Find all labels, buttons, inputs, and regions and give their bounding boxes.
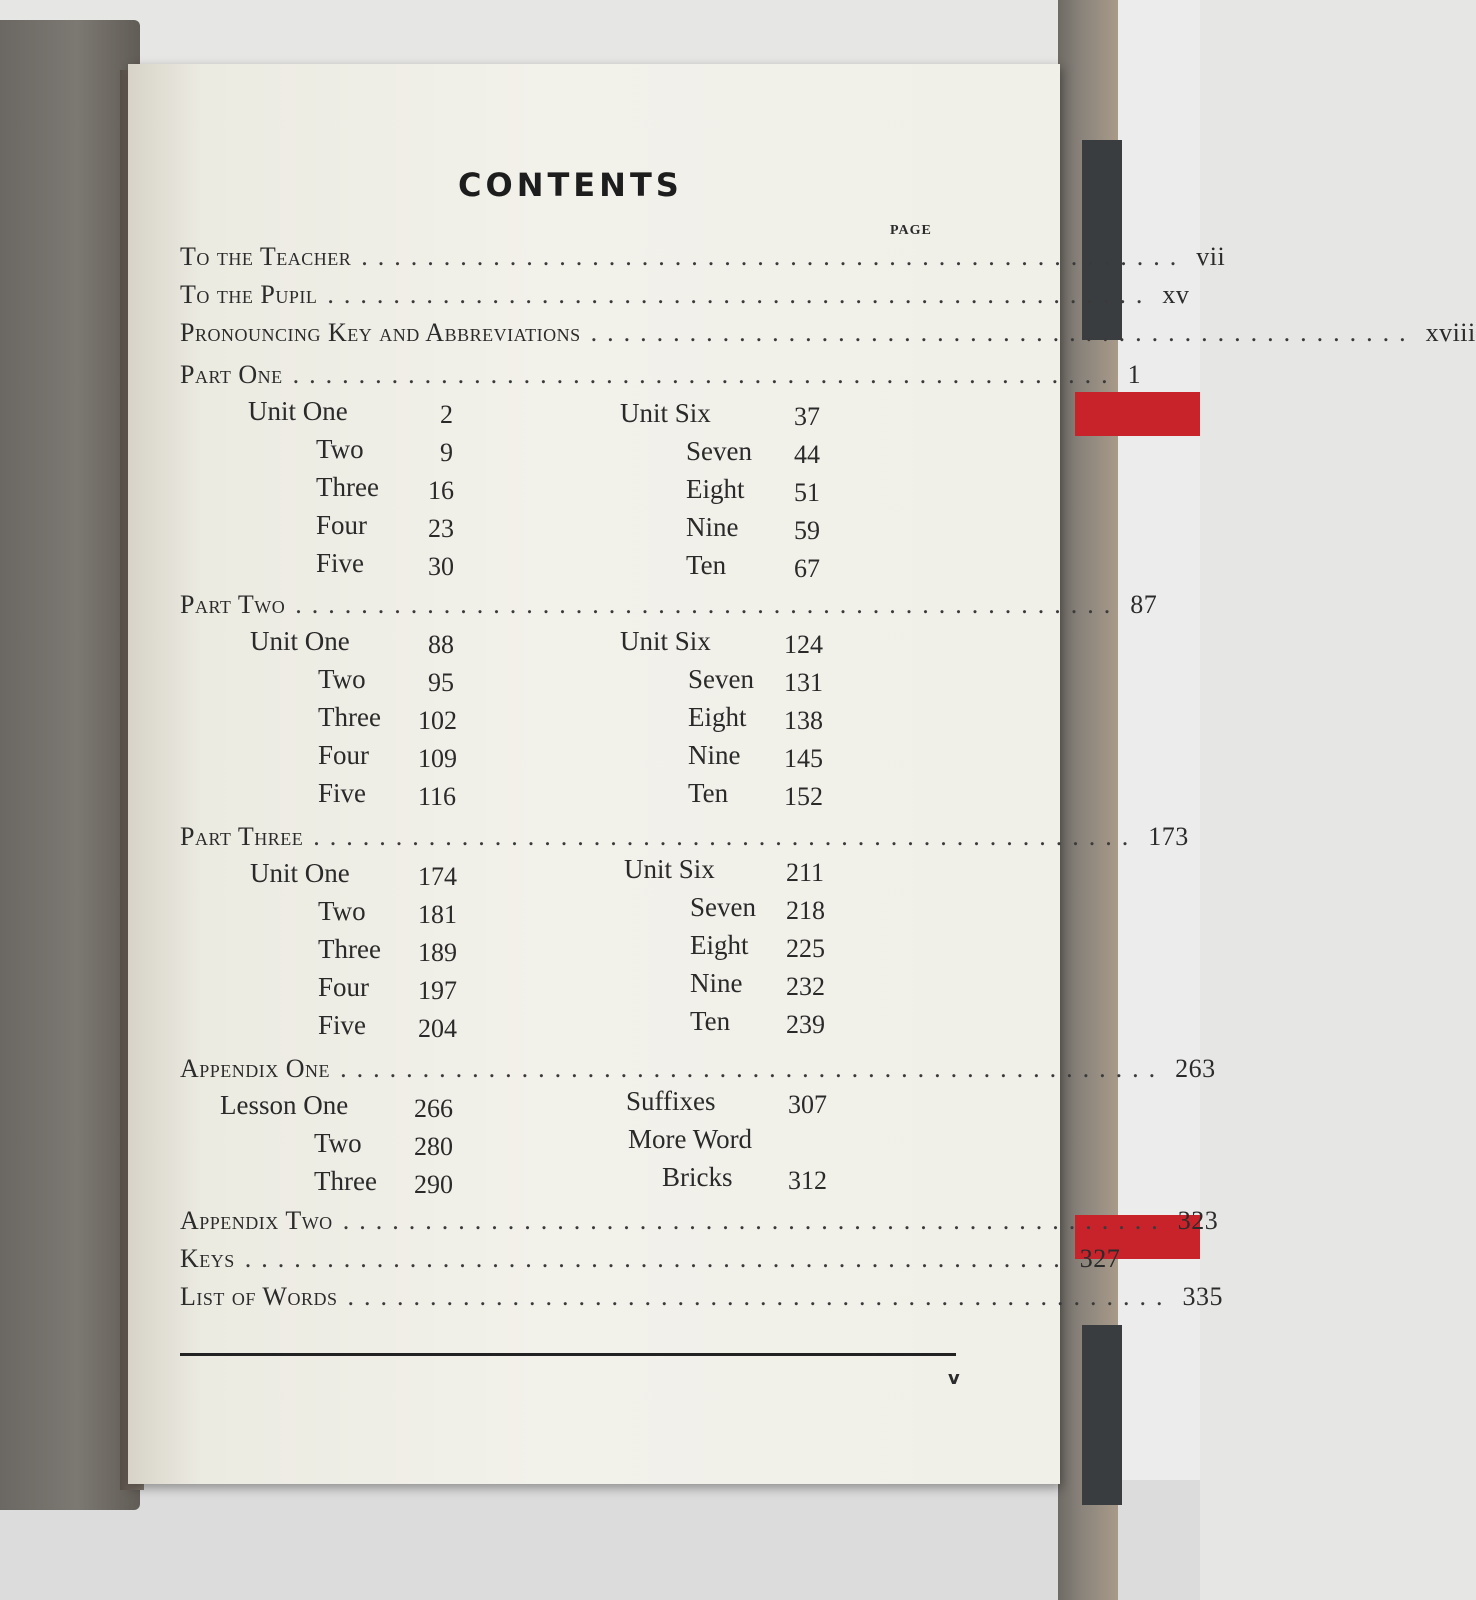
leader-dots: .................................................. bbox=[244, 1244, 1070, 1273]
unit-label: Nine bbox=[690, 968, 743, 998]
leader-dots: .................................................. bbox=[313, 822, 1139, 851]
leader-dots: .................................................. bbox=[340, 1054, 1166, 1083]
lesson-label: Three bbox=[314, 1166, 377, 1196]
unit-page: 189 bbox=[418, 938, 457, 967]
unit-page: 37 bbox=[794, 402, 820, 431]
toc-label: Part One bbox=[180, 360, 283, 389]
unit-page: 88 bbox=[428, 630, 454, 659]
lesson-label: Bricks bbox=[662, 1162, 733, 1192]
toc-row bbox=[180, 242, 1226, 274]
unit-page: 211 bbox=[786, 858, 825, 887]
unit-label: Three bbox=[316, 472, 379, 502]
unit-label: Unit One bbox=[250, 626, 350, 656]
leader-dots: .................................................. bbox=[361, 242, 1187, 271]
toc-row bbox=[180, 1206, 1219, 1238]
toc-page: 323 bbox=[1177, 1206, 1219, 1235]
lesson-page: 280 bbox=[414, 1132, 453, 1161]
unit-page: 95 bbox=[428, 668, 454, 697]
unit-page: 131 bbox=[784, 668, 823, 697]
unit-page: 232 bbox=[786, 972, 825, 1001]
lesson-page: 290 bbox=[414, 1170, 453, 1199]
toc-page: 335 bbox=[1182, 1282, 1223, 1311]
leader-dots: .................................................. bbox=[292, 360, 1118, 389]
unit-label: Unit Six bbox=[624, 854, 715, 884]
unit-label: Nine bbox=[686, 512, 739, 542]
unit-label: Two bbox=[318, 664, 366, 694]
lesson-label: Suffixes bbox=[626, 1086, 716, 1116]
unit-label: Three bbox=[318, 702, 381, 732]
toc-label: To the Pupil bbox=[180, 280, 318, 309]
toc-row bbox=[180, 280, 1190, 312]
unit-page: 109 bbox=[418, 744, 457, 773]
toc-label: Keys bbox=[180, 1244, 235, 1273]
unit-label: Ten bbox=[686, 550, 727, 580]
unit-label: Five bbox=[318, 778, 367, 808]
leader-dots: .................................................. bbox=[590, 318, 1416, 347]
unit-page: 152 bbox=[784, 782, 823, 811]
toc-label: To the Teacher bbox=[180, 242, 352, 271]
leader-dots: .................................................. bbox=[347, 1282, 1173, 1311]
unit-label: Ten bbox=[690, 1006, 731, 1036]
toc-page: 263 bbox=[1175, 1054, 1216, 1083]
lesson-page: 312 bbox=[788, 1166, 827, 1195]
unit-label: Two bbox=[316, 434, 364, 464]
toc-row bbox=[180, 1282, 1223, 1314]
unit-page: 225 bbox=[786, 934, 825, 963]
unit-label: Nine bbox=[688, 740, 741, 770]
toc-label: List of Words bbox=[180, 1282, 338, 1311]
unit-label: Unit One bbox=[250, 858, 350, 888]
unit-label: Eight bbox=[686, 474, 745, 504]
book-stripe bbox=[1082, 140, 1122, 340]
table-surface-bottom bbox=[0, 1480, 1200, 1600]
contents-page bbox=[128, 64, 1476, 1484]
unit-page: 51 bbox=[794, 478, 820, 507]
toc-row bbox=[180, 1244, 1121, 1276]
lesson-page: 266 bbox=[414, 1094, 453, 1123]
book-cover-left bbox=[0, 20, 140, 1510]
leader-dots: .................................................. bbox=[295, 590, 1121, 619]
lesson-label: More Word bbox=[628, 1124, 753, 1154]
unit-label: Unit Six bbox=[620, 626, 711, 656]
unit-page: 102 bbox=[418, 706, 457, 735]
toc-label: Appendix One bbox=[180, 1054, 331, 1083]
toc-row-part-two bbox=[180, 590, 1158, 622]
unit-label: Four bbox=[318, 740, 370, 770]
unit-label: Five bbox=[316, 548, 365, 578]
toc-row-part-three bbox=[180, 822, 1189, 854]
toc-row-appendix-one bbox=[180, 1054, 1216, 1086]
toc-page: xviii bbox=[1425, 318, 1476, 347]
leader-dots: .................................................. bbox=[342, 1206, 1168, 1235]
unit-page: 9 bbox=[440, 438, 453, 467]
unit-label: Five bbox=[318, 1010, 367, 1040]
bottom-rule bbox=[180, 1353, 956, 1356]
unit-label: Seven bbox=[688, 664, 754, 694]
unit-label: Ten bbox=[688, 778, 729, 808]
lesson-page: 307 bbox=[788, 1090, 827, 1119]
unit-label: Unit Six bbox=[620, 398, 711, 428]
unit-label: Four bbox=[316, 510, 368, 540]
toc-page: 87 bbox=[1130, 590, 1158, 619]
unit-page: 44 bbox=[794, 440, 820, 469]
toc-page: xv bbox=[1162, 280, 1190, 309]
unit-page: 16 bbox=[428, 476, 454, 505]
unit-page: 138 bbox=[784, 706, 823, 735]
page-column-header: PAGE bbox=[890, 223, 932, 238]
toc-label: Pronouncing Key and Abbreviations bbox=[180, 318, 581, 347]
unit-page: 23 bbox=[428, 514, 454, 543]
toc-page: 1 bbox=[1127, 360, 1142, 389]
unit-label: Unit One bbox=[248, 396, 348, 426]
lesson-label: Two bbox=[314, 1128, 362, 1158]
toc-page: vii bbox=[1196, 242, 1226, 271]
unit-page: 2 bbox=[440, 400, 453, 429]
toc-label: Appendix Two bbox=[180, 1206, 333, 1235]
unit-page: 67 bbox=[794, 554, 820, 583]
unit-page: 30 bbox=[428, 552, 454, 581]
toc-row-part-one bbox=[180, 360, 1142, 392]
toc-label: Part Three bbox=[180, 822, 304, 851]
unit-page: 59 bbox=[794, 516, 820, 545]
page-number: v bbox=[948, 1368, 960, 1389]
lesson-label: Lesson One bbox=[220, 1090, 349, 1120]
leader-dots: .................................................. bbox=[327, 280, 1153, 309]
unit-page: 145 bbox=[784, 744, 823, 773]
unit-label: Three bbox=[318, 934, 381, 964]
unit-label: Seven bbox=[690, 892, 756, 922]
page-title: CONTENTS bbox=[458, 166, 683, 204]
unit-page: 116 bbox=[418, 782, 457, 811]
unit-label: Four bbox=[318, 972, 370, 1002]
toc-label: Part Two bbox=[180, 590, 286, 619]
unit-page: 197 bbox=[418, 976, 457, 1005]
unit-page: 174 bbox=[418, 862, 457, 891]
unit-label: Seven bbox=[686, 436, 752, 466]
unit-page: 218 bbox=[786, 896, 825, 925]
toc-page: 173 bbox=[1148, 822, 1189, 851]
toc-page: 327 bbox=[1079, 1244, 1121, 1273]
unit-label: Two bbox=[318, 896, 366, 926]
unit-label: Eight bbox=[688, 702, 747, 732]
toc-row bbox=[180, 318, 1476, 350]
unit-label: Eight bbox=[690, 930, 749, 960]
book-stripe bbox=[1082, 1325, 1122, 1505]
unit-page: 204 bbox=[418, 1014, 457, 1043]
unit-page: 181 bbox=[418, 900, 457, 929]
red-stripe bbox=[1075, 392, 1200, 436]
unit-page: 124 bbox=[784, 630, 823, 659]
unit-page: 239 bbox=[786, 1010, 825, 1039]
